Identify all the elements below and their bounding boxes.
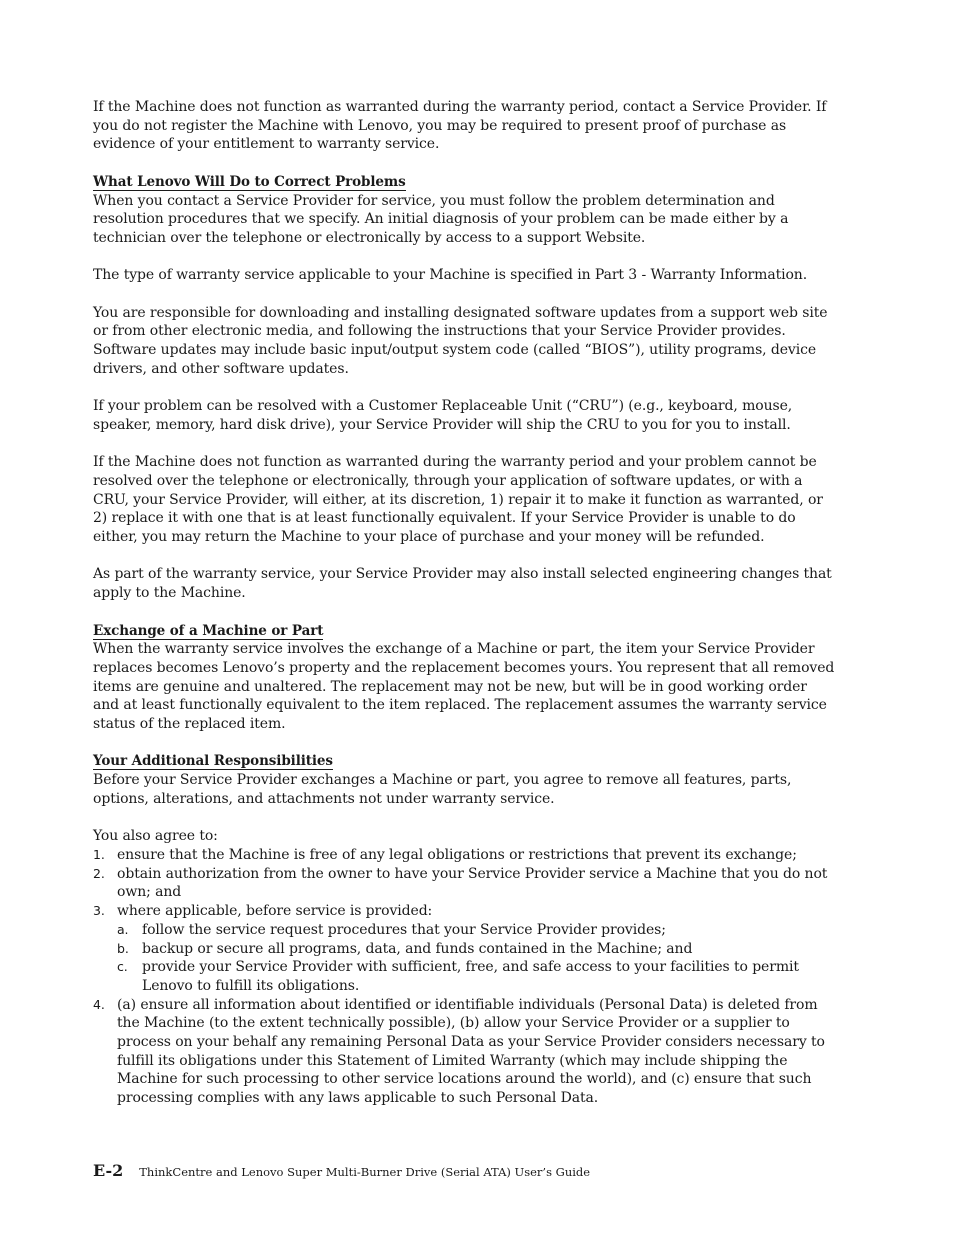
sub-list-item: a. follow the service request procedures that your Service Provider provides; — [117, 921, 666, 938]
engineering-changes-paragraph: As part of the warranty service, your Service Provider may also install selected engineering changes that apply to the Machine. — [93, 566, 832, 602]
exchange-paragraph: When the warranty service involves the exchange of a Machine or part, the item your Service Provider replaces becomes Lenovo’s property and the replacement becomes yours. You represent that all removed items are genuine and unaltered. The replacement may not be new, but will be in good working order and at least functionally equivalent to the item replaced. The replacement assumes the warranty service status of the replaced item. — [93, 641, 835, 733]
document-body — [93, 98, 837, 1108]
also-agree-line: You also agree to: — [93, 828, 218, 845]
intro-paragraph: If the Machine does not function as warranted during the warranty period, contact a Service Provider. If you do not register the Machine with Lenovo, you may be required to present proof of purchase as evidence of your entitlement to warranty service. — [93, 99, 827, 153]
agreement-list — [93, 846, 837, 1108]
sub-list-item: b. backup or secure all programs, data, and funds contained in the Machine; and — [117, 940, 693, 957]
software-updates-paragraph: You are responsible for downloading and installing designated software updates from a support web site or from other electronic media, and following the instructions that your Service Provider provides. Software updates may include basic input/output system code (called “BIOS”), utility programs, device drivers, and other software updates. — [93, 304, 828, 377]
repair-replace-paragraph: If the Machine does not function as warranted during the warranty period and your problem cannot be resolved over the telephone or electronically, through your application of software updates, or with a CRU, your Service Provider, will either, at its discretion, 1) repair it to make it function as warranted, or 2) replace it with one that is at least functionally equivalent. If your Service Provider is unable to do either, you may return the Machine to your place of purchase and your money will be refunded. — [93, 454, 823, 546]
list-item: 4. (a) ensure all information about identified or identifiable individuals (Personal Data) is deleted from the Machine (to the extent technically possible), (b) allow your Service Provider or a supplier to process on your behalf any remaining Personal Data as your Service Provider considers necessary to fulfill its obligations under this Statement of Limited Warranty (which may include shipping the Machine for such processing to other service locations around the world), and (c) ensure that such processing complies with any laws applicable to such Personal Data. — [93, 996, 825, 1107]
heading-correct-problems: What Lenovo Will Do to Correct Problems — [93, 173, 406, 190]
list-item: 1. ensure that the Machine is free of any legal obligations or restrictions that prevent its exchange; — [93, 846, 797, 863]
list-item: 3. where applicable, before service is provided: a. follow the service request procedures that your Service Provider provides; b. backup or secure all programs, data, and funds contained in the Machine; and c. provide your Service Provider with sufficient, free, and safe access to your facilities to permit Lenovo to fulfill its obligations. — [93, 902, 837, 996]
sub-list-item: c. provide your Service Provider with sufficient, free, and safe access to your facilities to permit Lenovo to fulfill its obligations. — [117, 959, 799, 994]
sub-list — [117, 921, 837, 996]
page-number: E-2 — [93, 1161, 124, 1180]
responsibilities-paragraph: Before your Service Provider exchanges a Machine or part, you agree to remove all features, parts, options, alterations, and attachments not under warranty service. — [93, 772, 792, 807]
cru-paragraph: If your problem can be resolved with a Customer Replaceable Unit (“CRU”) (e.g., keyboard, mouse, speaker, memory, hard disk drive), your Service Provider will ship the CRU to you for you to install. — [93, 398, 793, 433]
document-title: ThinkCentre and Lenovo Super Multi-Burner Drive (Serial ATA) User’s Guide — [139, 1165, 591, 1179]
heading-exchange: Exchange of a Machine or Part — [93, 622, 324, 639]
service-type-paragraph: The type of warranty service applicable to your Machine is specified in Part 3 - Warranty Information. — [93, 267, 808, 284]
heading-responsibilities: Your Additional Responsibilities — [93, 753, 333, 770]
list-item: 2. obtain authorization from the owner to have your Service Provider service a Machine that you do not own; and — [93, 865, 828, 901]
correct-problems-paragraph: When you contact a Service Provider for service, you must follow the problem determination and resolution procedures that we specify. An initial diagnosis of your problem can be made either by a technician over the telephone or electronically by access to a support Website. — [93, 192, 789, 246]
page-footer — [93, 1161, 590, 1180]
